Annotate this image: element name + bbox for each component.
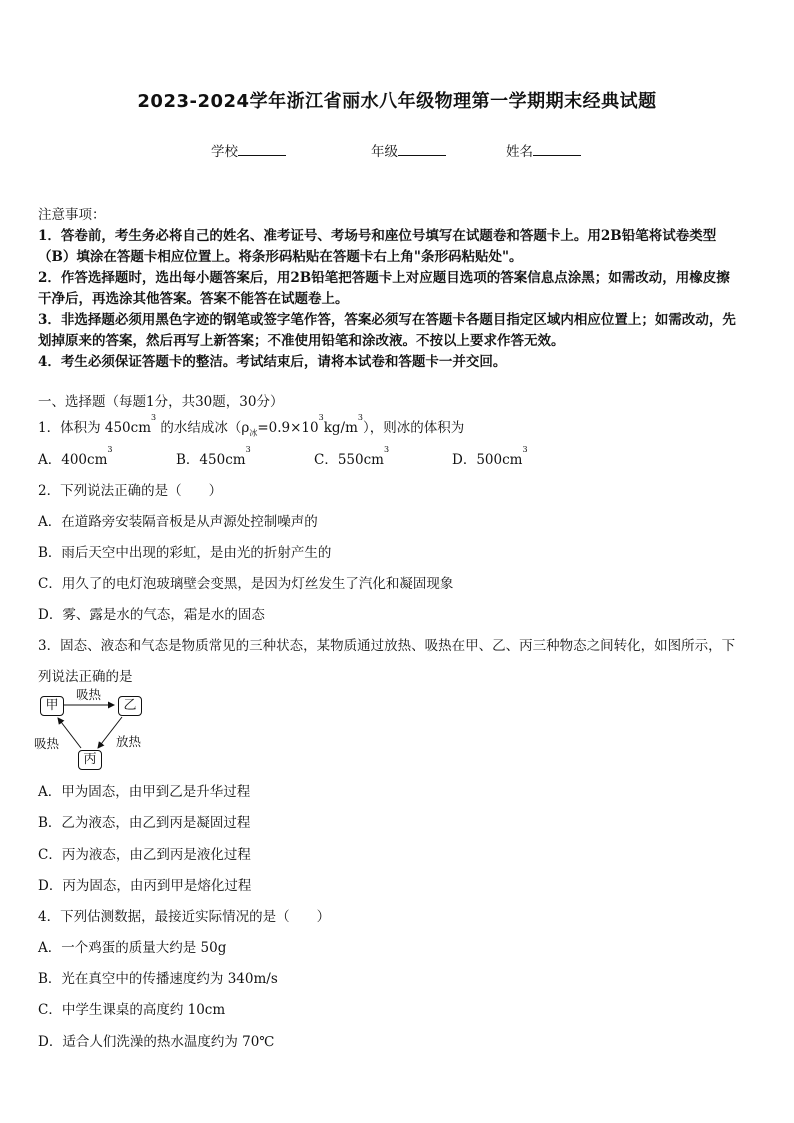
q4-option-b: B．光在真空中的传播速度约为 340m/s [38,971,278,987]
q4-option-a: A．一个鸡蛋的质量大约是 50g [38,940,227,956]
q2-option-b: B．雨后天空中出现的彩虹，是由光的折射产生的 [38,545,332,561]
node-a: 甲 [40,696,64,716]
name-field [506,140,581,160]
arrow-c-to-a [58,718,81,748]
q2-stem: 2．下列说法正确的是（ ） [38,483,223,499]
state-change-diagram [34,688,154,774]
node-b: 乙 [118,696,142,716]
section-heading: 一、选择题（每题1分，共30题，30分） [38,394,284,410]
note-line-3: 2．作答选择题时，选出每小题答案后，用2B铅笔把答题卡上对应题目选项的答案信息点涂黑；如需改动，用橡皮擦 [38,270,730,286]
q3-option-b: B．乙为液态，由乙到丙是凝固过程 [38,815,251,831]
q3-option-c: C．丙为液态，由乙到丙是液化过程 [38,847,251,863]
note-line-2: （B）填涂在答题卡相应位置上。将条形码粘贴在答题卡右上角"条形码粘贴处"。 [38,249,523,265]
name-blank [533,143,581,156]
q4-stem: 4．下列估测数据，最接近实际情况的是（ ） [38,909,331,925]
note-line-1: 1．答卷前，考生务必将自己的姓名、准考证号、考场号和座位号填写在试题卷和答题卡上。用2B铅笔将试卷类型 [38,228,717,244]
notes-heading: 注意事项： [38,207,106,223]
q3-stem-line1: 3．固态、液态和气态是物质常见的三种状态，某物质通过放热、吸热在甲、乙、丙三种物态之间转化，如图所示，下 [38,638,736,654]
q2-option-c: C．用久了的电灯泡玻璃壁会变黑，是因为灯丝发生了汽化和凝固现象 [38,576,454,592]
q3-option-a: A．甲为固态，由甲到乙是升华过程 [38,784,251,800]
grade-blank [398,143,446,156]
q1-option-d: D．$500cm^3$ [452,445,528,468]
note-line-6: 划掉原来的答案，然后再写上新答案；不准使用铅笔和涂改液。不按以上要求作答无效。 [38,333,565,349]
q3-option-d: D．丙为固态，由丙到甲是熔化过程 [38,878,252,894]
note-line-7: 4．考生必须保证答题卡的整洁。考试结束后，请将本试卷和答题卡一并交回。 [38,354,507,370]
grade-field [371,140,446,160]
q2-option-d: D．雾、露是水的气态，霜是水的固态 [38,607,265,623]
label-top: 吸热 [76,687,102,702]
node-c: 丙 [78,750,102,770]
label-left: 吸热 [34,736,60,751]
q1-stem: 1．体积为 $450cm^3$ 的水结成冰$(\rho_冰=0.9\times 10^3kg/m^3)$，则冰的体积为 [38,413,465,438]
note-line-5: 3．非选择题必须用黑色字迹的钢笔或签字笔作答，答案必须写在答题卡各题目指定区域内相应位置上；如需改动，先 [38,312,736,328]
q3-stem-line2: 列说法正确的是 [38,669,133,685]
q1-option-c: C．$550cm^3$ [314,445,390,468]
school-field [211,140,286,160]
school-blank [238,143,286,156]
school-label: 学校 [211,144,238,160]
q4-option-d: D．适合人们洗澡的热水温度约为 70℃ [38,1034,275,1050]
exam-title: 2023-2024学年浙江省丽水八年级物理第一学期期末经典试题 [137,91,657,112]
name-label: 姓名 [506,144,533,160]
grade-label: 年级 [371,144,398,160]
label-right: 放热 [116,734,142,749]
q2-option-a: A．在道路旁安装隔音板是从声源处控制噪声的 [38,514,318,530]
note-line-4: 干净后，再选涂其他答案。答案不能答在试题卷上。 [38,291,349,307]
q1-option-b: B．$450cm^3$ [176,445,251,468]
q4-option-c: C．中学生课桌的高度约 10cm [38,1002,226,1018]
q1-option-a: A．$400cm^3$ [38,445,113,468]
